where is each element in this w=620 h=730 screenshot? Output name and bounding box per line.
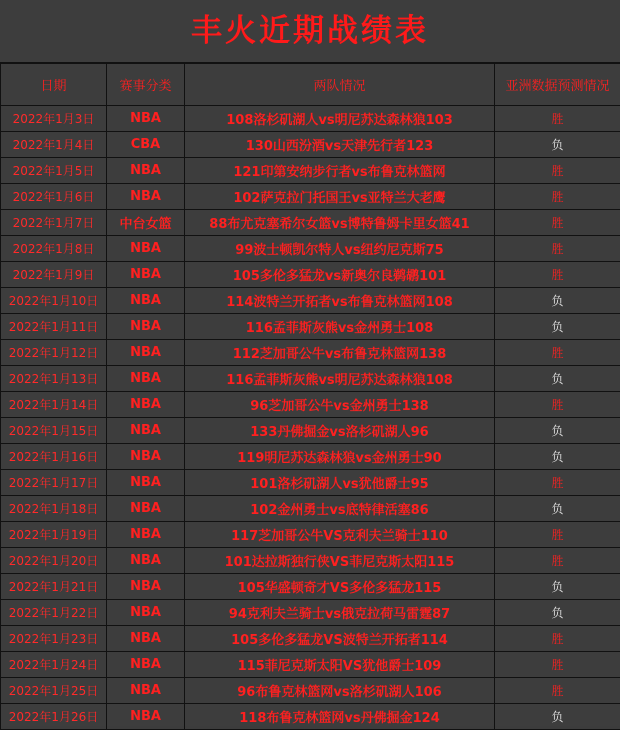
table-row (1, 262, 620, 288)
row-match: 117芝加哥公牛VS克利夫兰骑士110 (185, 522, 495, 548)
row-date: 2022年1月24日 (1, 652, 107, 678)
row-category: NBA (107, 470, 185, 496)
row-category: NBA (107, 522, 185, 548)
row-date: 2022年1月15日 (1, 418, 107, 444)
row-result: 胜 (495, 236, 620, 262)
table-row (1, 574, 620, 600)
row-match: 99波士顿凯尔特人vs纽约尼克斯75 (185, 236, 495, 262)
row-date: 2022年1月5日 (1, 158, 107, 184)
sheet-title: 丰火近期战绩表 (0, 0, 620, 63)
row-category: NBA (107, 496, 185, 522)
row-match: 133丹佛掘金vs洛杉矶湖人96 (185, 418, 495, 444)
table-row (1, 236, 620, 262)
row-match: 112芝加哥公牛vs布鲁克林篮网138 (185, 340, 495, 366)
row-match: 119明尼苏达森林狼vs金州勇士90 (185, 444, 495, 470)
row-category: NBA (107, 184, 185, 210)
row-result: 胜 (495, 678, 620, 704)
row-match: 96芝加哥公牛vs金州勇士138 (185, 392, 495, 418)
row-match: 118布鲁克林篮网vs丹佛掘金124 (185, 704, 495, 730)
row-category: NBA (107, 236, 185, 262)
row-category: NBA (107, 678, 185, 704)
table-row (1, 132, 620, 158)
row-result: 负 (495, 704, 620, 730)
row-category: NBA (107, 652, 185, 678)
row-match: 116孟菲斯灰熊vs金州勇士108 (185, 314, 495, 340)
row-match: 101洛杉矶湖人vs犹他爵士95 (185, 470, 495, 496)
row-result: 负 (495, 444, 620, 470)
row-result: 胜 (495, 470, 620, 496)
row-date: 2022年1月19日 (1, 522, 107, 548)
row-category: CBA (107, 132, 185, 158)
row-category: NBA (107, 262, 185, 288)
row-date: 2022年1月20日 (1, 548, 107, 574)
row-date: 2022年1月23日 (1, 626, 107, 652)
row-date: 2022年1月25日 (1, 678, 107, 704)
row-category: NBA (107, 314, 185, 340)
row-date: 2022年1月14日 (1, 392, 107, 418)
row-date: 2022年1月17日 (1, 470, 107, 496)
row-category: NBA (107, 106, 185, 132)
row-match: 108洛杉矶湖人vs明尼苏达森林狼103 (185, 106, 495, 132)
row-match: 115菲尼克斯太阳VS犹他爵士109 (185, 652, 495, 678)
row-category: NBA (107, 444, 185, 470)
table-row (1, 106, 620, 132)
row-match: 96布鲁克林篮网vs洛杉矶湖人106 (185, 678, 495, 704)
row-result: 胜 (495, 106, 620, 132)
row-match: 102金州勇士vs底特律活塞86 (185, 496, 495, 522)
table-row (1, 184, 620, 210)
row-category: NBA (107, 418, 185, 444)
table-row (1, 652, 620, 678)
row-match: 116孟菲斯灰熊vs明尼苏达森林狼108 (185, 366, 495, 392)
row-match: 102萨克拉门托国王vs亚特兰大老鹰 (185, 184, 495, 210)
row-result: 负 (495, 366, 620, 392)
row-category: NBA (107, 340, 185, 366)
table-row (1, 210, 620, 236)
row-category: NBA (107, 158, 185, 184)
row-date: 2022年1月3日 (1, 106, 107, 132)
table-row (1, 340, 620, 366)
row-date: 2022年1月18日 (1, 496, 107, 522)
row-date: 2022年1月12日 (1, 340, 107, 366)
row-result: 负 (495, 600, 620, 626)
row-result: 胜 (495, 392, 620, 418)
row-category: NBA (107, 626, 185, 652)
row-category: NBA (107, 366, 185, 392)
table-row (1, 470, 620, 496)
table-row (1, 314, 620, 340)
row-match: 105多伦多猛龙VS波特兰开拓者114 (185, 626, 495, 652)
table-row (1, 158, 620, 184)
header-prediction: 亚洲数据预测情况 (495, 64, 620, 106)
table-row (1, 392, 620, 418)
table-row (1, 626, 620, 652)
row-match: 121印第安纳步行者vs布鲁克林篮网 (185, 158, 495, 184)
row-category: 中台女篮 (107, 210, 185, 236)
row-result: 胜 (495, 548, 620, 574)
row-date: 2022年1月21日 (1, 574, 107, 600)
row-category: NBA (107, 548, 185, 574)
row-date: 2022年1月22日 (1, 600, 107, 626)
row-category: NBA (107, 574, 185, 600)
row-category: NBA (107, 600, 185, 626)
row-result: 胜 (495, 184, 620, 210)
row-date: 2022年1月9日 (1, 262, 107, 288)
row-result: 胜 (495, 158, 620, 184)
table-body (1, 106, 620, 730)
table-row (1, 366, 620, 392)
record-table (0, 63, 620, 730)
row-date: 2022年1月16日 (1, 444, 107, 470)
row-date: 2022年1月6日 (1, 184, 107, 210)
row-category: NBA (107, 288, 185, 314)
row-date: 2022年1月8日 (1, 236, 107, 262)
row-result: 胜 (495, 340, 620, 366)
row-result: 负 (495, 132, 620, 158)
table-row (1, 444, 620, 470)
row-result: 胜 (495, 652, 620, 678)
row-match: 101达拉斯独行侠VS菲尼克斯太阳115 (185, 548, 495, 574)
table-row (1, 496, 620, 522)
row-result: 负 (495, 496, 620, 522)
row-category: NBA (107, 392, 185, 418)
row-result: 负 (495, 314, 620, 340)
table-row (1, 418, 620, 444)
header-date: 日期 (1, 64, 107, 106)
table-row (1, 678, 620, 704)
row-result: 胜 (495, 522, 620, 548)
table-row (1, 548, 620, 574)
row-result: 胜 (495, 626, 620, 652)
row-date: 2022年1月11日 (1, 314, 107, 340)
row-match: 114波特兰开拓者vs布鲁克林篮网108 (185, 288, 495, 314)
header-match: 两队情况 (185, 64, 495, 106)
table-row (1, 522, 620, 548)
row-result: 胜 (495, 262, 620, 288)
row-date: 2022年1月7日 (1, 210, 107, 236)
row-category: NBA (107, 704, 185, 730)
row-match: 130山西汾酒vs天津先行者123 (185, 132, 495, 158)
row-match: 88布尤克塞希尔女篮vs博特鲁姆卡里女篮41 (185, 210, 495, 236)
table-row (1, 288, 620, 314)
row-match: 105华盛顿奇才VS多伦多猛龙115 (185, 574, 495, 600)
row-date: 2022年1月13日 (1, 366, 107, 392)
row-result: 负 (495, 288, 620, 314)
table-row (1, 600, 620, 626)
row-result: 胜 (495, 210, 620, 236)
header-row (1, 64, 620, 106)
row-match: 94克利夫兰骑士vs俄克拉荷马雷霆87 (185, 600, 495, 626)
row-date: 2022年1月4日 (1, 132, 107, 158)
row-result: 负 (495, 574, 620, 600)
row-date: 2022年1月10日 (1, 288, 107, 314)
row-result: 负 (495, 418, 620, 444)
row-match: 105多伦多猛龙vs新奥尔良鹈鹕101 (185, 262, 495, 288)
row-date: 2022年1月26日 (1, 704, 107, 730)
header-category: 赛事分类 (107, 64, 185, 106)
